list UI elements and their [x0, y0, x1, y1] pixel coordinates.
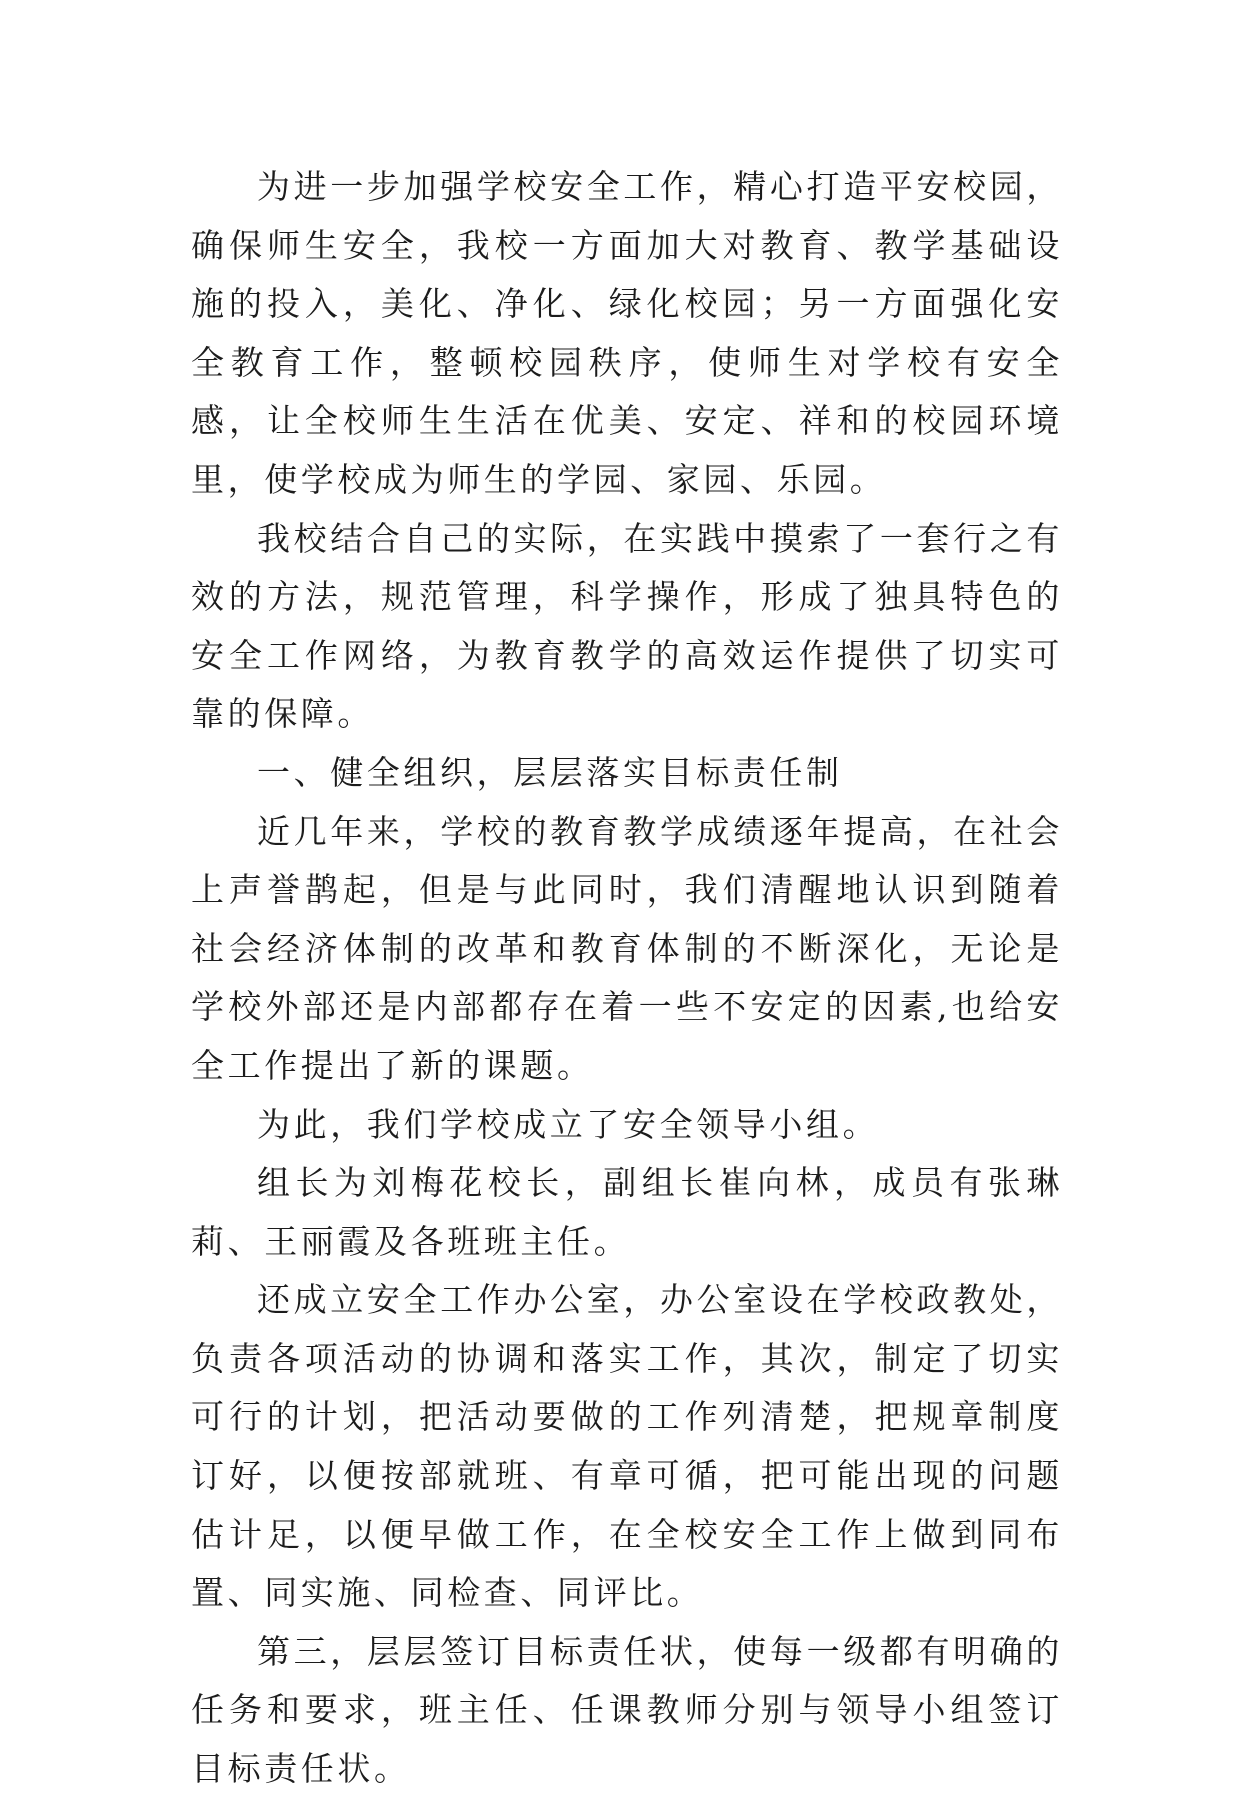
- paragraph-leadership-group: 为此，我们学校成立了安全领导小组。: [257, 1104, 880, 1144]
- paragraph-responsibility: 第三，层层签订目标责任状，使每一级都有明确的任务和要求，班主任、任课教师分别与领导小组签订目标责任状。: [191, 1631, 1063, 1789]
- paragraph-background: 近几年来，学校的教育教学成绩逐年提高，在社会上声誉鹊起，但是与此同时，我们清醒地认识到随着社会经济体制的改革和教育体制的不断深化，无论是学校外部还是内部都存在着一些不安定的因素,也给安全工作提出了新的课题。: [191, 811, 1063, 1085]
- paragraph-method: 我校结合自己的实际，在实践中摸索了一套行之有效的方法，规范管理，科学操作，形成了独具特色的安全工作网络，为教育教学的高效运作提供了切实可靠的保障。: [191, 518, 1063, 734]
- paragraph-intro: 为进一步加强学校安全工作，精心打造平安校园，确保师生安全，我校一方面加大对教育、教学基础设施的投入，美化、净化、绿化校园；另一方面强化安全教育工作，整顿校园秩序，使师生对学校有安全感，让全校师生生活在优美、安定、祥和的校园环境里，使学校成为师生的学园、家园、乐园。: [191, 167, 1063, 499]
- paragraph-members: 组长为刘梅花校长，副组长崔向林，成员有张琳莉、王丽霞及各班班主任。: [191, 1163, 1063, 1261]
- section-heading: 一、健全组织，层层落实目标责任制: [257, 752, 843, 792]
- paragraph-office: 还成立安全工作办公室，办公室设在学校政教处，负责各项活动的协调和落实工作，其次，制定了切实可行的计划，把活动要做的工作列清楚，把规章制度订好，以便按部就班、有章可循，把可能出现的问题估计足，以便早做工作，在全校安全工作上做到同布置、同实施、同检查、同评比。: [191, 1280, 1063, 1613]
- document-body: [191, 158, 1063, 1799]
